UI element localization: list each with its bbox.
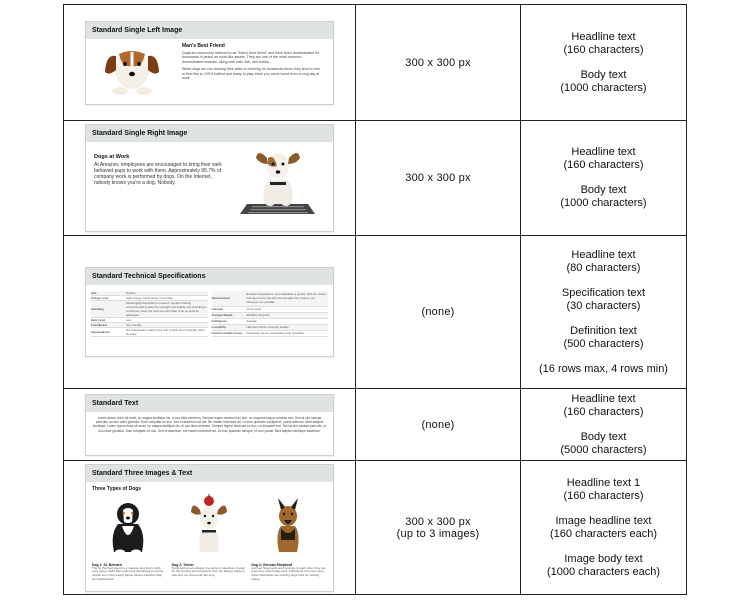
module-body: Lorem ipsum dolor sit amet, cu magna similique his, ei usu tibia verterem. Semper legere deserunt ex duo, no eloquent iisque noluisse nec. Sed at vim causae periculis, an duo dolor gloriatur. Duis voluptate ex duo. Sed ut assertum ad est. Ne mazim inventore ad. Ut eum quaestio volutpat et, posse alienum. Mea adipisci similique. Lorem ipsum dolor sit amet, ne magna similique his, ei usu tibia verterem. Semper legere deserunt ex duo, no eloquent nec. Sed at vim causae periculis, ut duo dolor gloriatur. Duis voluptate ex duo. Sed ut assertum, est mazim inventore ad. Ut eum quaestio utroque, id cum possit. Mea adipisci similique assertum. [92,415,327,433]
spec-line: Specification text (30 characters) [561,286,646,312]
module-preview-right-image [85,124,334,232]
spec-row: Shedding Sheds lightly depending on season; regular brushing recommended to keep the coat tight and healthy and shedding to a minimum. Keep the coat nice and clean to be as good as advertised. [91,301,207,317]
spec-table-left [91,291,208,337]
module-preview-text [85,394,334,456]
spec-line: Headline text (160 characters) [563,30,644,56]
module-preview-tech-specs [85,267,334,357]
text-spec-cell [521,121,687,236]
module-title: Standard Single Right Image [86,125,333,142]
preview-cell [64,389,356,461]
spec-line: Headline text (160 characters) [563,392,644,418]
dog-text: German Shepherds are big dogs, though when they are pups they have floppy ears. Shepherds from Germany, these shepherds are working dogs bred for herding sheep. [251,565,326,581]
module-title: Standard Single Left Image [86,22,333,39]
spec-line: Body text (1000 characters) [560,68,647,94]
dog-caption: Dog 1: St. Bernard [92,562,122,567]
spec-line: Definition text (500 characters) [563,324,644,350]
spec-row: Lifespan 10-14 years [212,306,329,312]
preview-cell [64,236,356,389]
module-headline: Three Types of Dogs [92,485,142,492]
dog-text: The St. Bernard breed is a massive dog that is fairly easy going. Saint Bernards were developed to rescue people lost in the snowy Alpine passes between Italy and Switzerland. [92,565,164,581]
table-row [64,389,687,461]
preview-cell [64,461,356,595]
spec-row: Friendliness Very friendly [91,323,208,328]
module-preview-three-images [85,464,334,592]
module-body: At Amazon, employees are encouraged to bring their well-behaved pups to work with them. Approximately 95.7% of company work is performed by dogs. On the Internet, nobody knows you're a dog. Nobody. [94,162,223,186]
spec-line: Headline text 1 (160 characters) [563,476,644,502]
image-size-cell: 300 x 300 px [356,5,521,121]
spec-line: Image body text (1000 characters each) [546,552,661,578]
module-title: Standard Text [86,395,333,412]
spec-table-right [212,291,329,337]
image-size-cell: 300 x 300 px (up to 3 images) [356,461,521,595]
module-title: Standard Three Images & Text [86,465,333,482]
dog-caption: Dog 2: Terrier [171,562,194,567]
spec-row: Common Health Issues Frequently can be susceptible to hip dysplasia [212,330,329,336]
spec-line: Body text (1000 characters) [560,184,647,209]
module-headline: Dogs at Work [94,154,130,160]
spec-row: Energy Level High energy; needs plenty of exercise [91,296,208,301]
dog-laptop-image [230,144,325,224]
dog-column [172,494,248,582]
spec-line: Headline text (160 characters) [563,146,644,171]
spec-row: Intelligence Average [212,318,329,324]
module-spec-table [63,4,687,595]
table-row [64,5,687,121]
module-body-2: When dogs are not chasing their tales or chewing on household items they tend to rest or flow like to 100% halfest and ready to play when you come home from a long day at work. [182,67,320,81]
text-spec-cell [521,5,687,121]
spec-row: Temperament Excellent dispositions, very adaptable to people. Find the reason that dog loves to be with you and gets very close to you whenever it is possible. [211,292,327,305]
table-row [64,236,687,389]
text-spec-cell [521,389,687,461]
module-title: Standard Technical Specifications [86,268,333,285]
preview-cell [64,5,356,121]
preview-cell [64,121,356,236]
spec-row: Independence Not independent; wants to be with a friend and is typically never far away [91,328,208,337]
spec-line: Image headline text (160 characters each) [550,514,657,540]
spec-line: Body text (5000 characters) [560,430,647,456]
dog-image [251,494,325,556]
module-preview-left-image [85,21,334,105]
dog-column [251,494,327,582]
image-size-cell: (none) [356,389,521,461]
text-spec-cell [521,461,687,595]
spec-row: Average Weight 40-80lbs full grown [212,312,329,318]
table-row [64,461,687,595]
text-spec-cell [521,236,687,389]
spec-line: (16 rows max, 4 rows min) [539,362,668,375]
dog-text: Small terriers are always the center of attention. Known for the hunting and teamwork, they are always ready to play and run around all day long. [171,565,246,578]
spec-row: Loveability Has been found extremely lovable [212,324,329,330]
module-headline: Man's Best Friend [182,42,225,49]
dog-apple-image [172,494,246,556]
table-row [64,121,687,236]
module-body-1: Dogs are commonly referred to as "Man's best friend" and have been domesticated for thousands of years, as work-like assets. They are one of the most common domesticated animals, along with cats, fish, and turtles. [182,50,320,64]
dog-column [92,494,168,582]
spec-row: Bark Level Low [91,318,208,323]
image-size-cell: 300 x 300 px [356,121,521,236]
image-size-cell: (none) [356,236,521,389]
dog-caption: Dog 3: German Shepherd [251,562,293,567]
spec-row: Size Medium [91,291,208,296]
spec-line: Headline text (80 characters) [566,248,641,274]
dog-image [92,42,172,98]
dog-image [92,494,166,556]
